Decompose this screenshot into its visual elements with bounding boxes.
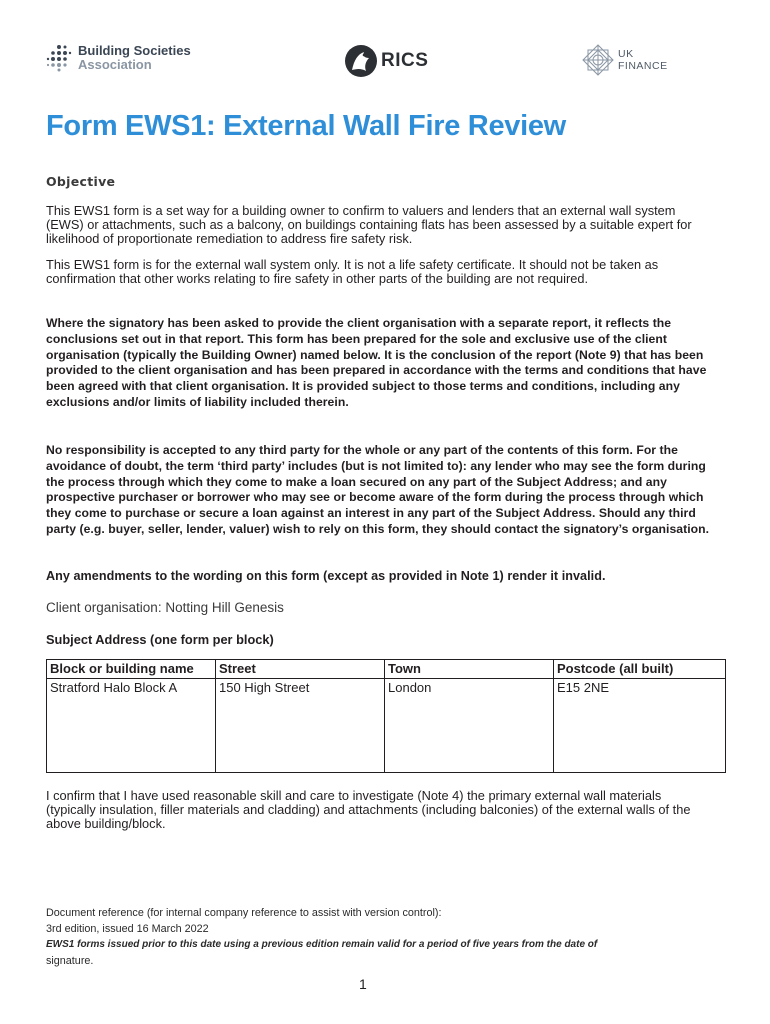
objective-heading: Objective bbox=[46, 174, 116, 189]
objective-paragraph-1: This EWS1 form is a set way for a building owner to confirm to valuers and lenders that an external wall system (EWS) or attachments, such as a balcony, on buildings containing flats has been assessed by a suitable expert for likelihood of proportionate remediation to address fire safety risk. bbox=[46, 203, 692, 246]
table-header-row bbox=[47, 660, 726, 679]
table-row bbox=[47, 679, 726, 773]
bsa-logo-text bbox=[78, 44, 191, 72]
objective-paragraph-2: This EWS1 form is for the external wall system only. It is not a life safety certificate. It should not be taken as confirmation that other works relating to fire safety in other parts of the building are not required. bbox=[46, 257, 659, 286]
bsa-logo-icon bbox=[46, 44, 72, 72]
ukf-logo-line1: UK bbox=[618, 48, 634, 60]
confirmation-paragraph: I confirm that I have used reasonable skill and care to investigate (Note 4) the primary external wall materials (typically insulation, filler materials and cladding) and attachments (including balconies) of the external walls of the above building/block. bbox=[46, 788, 691, 831]
rics-logo-icon bbox=[344, 44, 378, 78]
cell-street: 150 High Street bbox=[216, 679, 385, 773]
header-postcode: Postcode (all built) bbox=[554, 660, 726, 679]
subject-address-table bbox=[46, 659, 726, 773]
ukf-logo-line2: FINANCE bbox=[618, 60, 668, 72]
document-reference: Document reference (for internal company reference to assist with version control): bbox=[46, 907, 442, 919]
cell-postcode: E15 2NE bbox=[554, 679, 726, 773]
header-street: Street bbox=[216, 660, 385, 679]
bsa-logo-line2: Association bbox=[78, 57, 152, 72]
third-party-paragraph: No responsibility is accepted to any third party for the whole or any part of the contents of this form. For the avoidance of doubt, the term ‘third party’ includes (but is not limited to): any lender who may see the form during the process through which they come to make a loan secured on any part of the Subject Address; and any prospective purchaser or borrower who may see or become aware of the form during the process through which they come to purchase or secure a loan against an interest in any part of the Subject Address. Should any third party (e.g. buyer, seller, lender, valuer) wish to rely on this form, they should contact the signatory’s organisation. bbox=[46, 443, 710, 536]
rics-logo-text: RICS bbox=[381, 50, 429, 71]
amendments-notice: Any amendments to the wording on this form (except as provided in Note 1) render it invalid. bbox=[46, 569, 606, 583]
page-number: 1 bbox=[359, 976, 367, 992]
header-town: Town bbox=[385, 660, 554, 679]
header-block-name: Block or building name bbox=[47, 660, 216, 679]
validity-notice-end: signature. bbox=[46, 955, 94, 967]
cell-block-name: Stratford Halo Block A bbox=[47, 679, 216, 773]
report-paragraph: Where the signatory has been asked to provide the client organisation with a separate report, it reflects the conclusions set out in that report. This form has been prepared for the sole and exclusive use of the client organisation (typically the Building Owner) named below. It is the conclusion of the report (Note 9) that has been provided to the client organisation and has been prepared in accordance with the terms and conditions that have been agreed with that client organisation. It is provided subject to those terms and conditions, including any exclusions and/or limits of liability included therein. bbox=[46, 316, 707, 409]
page-title: Form EWS1: External Wall Fire Review bbox=[46, 110, 566, 142]
client-organisation: Client organisation: Notting Hill Genesis bbox=[46, 600, 284, 615]
uk-finance-logo-icon bbox=[582, 44, 614, 76]
validity-notice: EWS1 forms issued prior to this date using a previous edition remain valid for a period of five years from the date of bbox=[46, 939, 598, 950]
subject-address-heading: Subject Address (one form per block) bbox=[46, 632, 274, 647]
cell-town: London bbox=[385, 679, 554, 773]
uk-finance-logo-text bbox=[618, 48, 668, 72]
bsa-logo-line1: Building Societies bbox=[78, 43, 191, 58]
edition-line: 3rd edition, issued 16 March 2022 bbox=[46, 923, 209, 935]
